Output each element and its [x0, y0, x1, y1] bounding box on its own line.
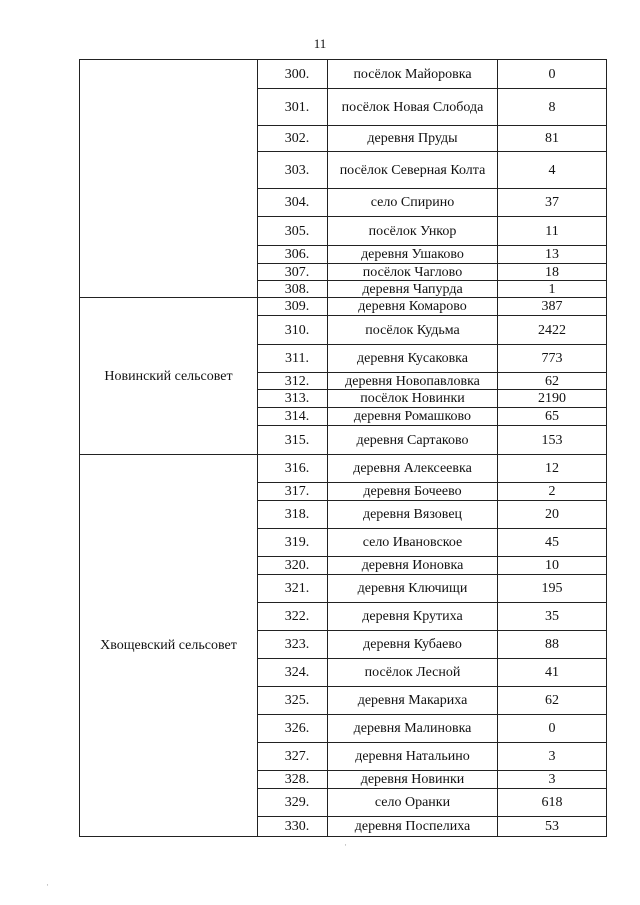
scan-speck: ·: [344, 840, 347, 850]
settlement-name: деревня Поспелиха: [328, 817, 498, 837]
row-number: 325.: [258, 687, 328, 715]
row-number: 312.: [258, 373, 328, 390]
row-number: 319.: [258, 529, 328, 557]
population: 81: [498, 126, 607, 152]
population: 45: [498, 529, 607, 557]
settlement-name: посёлок Чаглово: [328, 264, 498, 281]
population: 13: [498, 246, 607, 264]
settlement-name: деревня Чапурда: [328, 281, 498, 298]
row-number: 305.: [258, 217, 328, 246]
row-number: 322.: [258, 603, 328, 631]
row-number: 311.: [258, 345, 328, 373]
row-number: 315.: [258, 426, 328, 455]
scan-speck: ·: [46, 880, 49, 890]
row-number: 302.: [258, 126, 328, 152]
table-row: [80, 298, 607, 316]
population: 3: [498, 743, 607, 771]
row-number: 307.: [258, 264, 328, 281]
settlement-name: деревня Новопавловка: [328, 373, 498, 390]
population: 4: [498, 152, 607, 189]
population: 37: [498, 189, 607, 217]
population: 53: [498, 817, 607, 837]
row-number: 317.: [258, 483, 328, 501]
settlement-name: деревня Вязовец: [328, 501, 498, 529]
settlement-name: деревня Пруды: [328, 126, 498, 152]
table-row: [80, 455, 607, 483]
population: 2190: [498, 390, 607, 408]
settlement-name: деревня Новинки: [328, 771, 498, 789]
population: 773: [498, 345, 607, 373]
row-number: 328.: [258, 771, 328, 789]
row-number: 308.: [258, 281, 328, 298]
population: 62: [498, 373, 607, 390]
population: 20: [498, 501, 607, 529]
population: 3: [498, 771, 607, 789]
settlement-name: посёлок Ункор: [328, 217, 498, 246]
district-name: Новинский сельсовет: [80, 298, 258, 455]
population: 11: [498, 217, 607, 246]
row-number: 323.: [258, 631, 328, 659]
row-number: 327.: [258, 743, 328, 771]
settlement-name: деревня Бочеево: [328, 483, 498, 501]
row-number: 306.: [258, 246, 328, 264]
row-number: 324.: [258, 659, 328, 687]
settlement-name: посёлок Северная Колта: [328, 152, 498, 189]
population: 8: [498, 89, 607, 126]
page-number: 11: [313, 36, 327, 51]
row-number: 300.: [258, 60, 328, 89]
row-number: 301.: [258, 89, 328, 126]
settlement-name: деревня Алексеевка: [328, 455, 498, 483]
population: 2: [498, 483, 607, 501]
population: 153: [498, 426, 607, 455]
row-number: 303.: [258, 152, 328, 189]
population: 10: [498, 557, 607, 575]
population: 1: [498, 281, 607, 298]
population: 0: [498, 715, 607, 743]
settlement-name: деревня Ионовка: [328, 557, 498, 575]
table-row: [80, 60, 607, 89]
row-number: 309.: [258, 298, 328, 316]
population: 387: [498, 298, 607, 316]
settlement-name: деревня Ушаково: [328, 246, 498, 264]
row-number: 329.: [258, 789, 328, 817]
population: 41: [498, 659, 607, 687]
settlement-name: деревня Малиновка: [328, 715, 498, 743]
population: 195: [498, 575, 607, 603]
district-name: [80, 60, 258, 298]
population: 2422: [498, 316, 607, 345]
settlements-table-body: [80, 60, 607, 837]
row-number: 316.: [258, 455, 328, 483]
population: 62: [498, 687, 607, 715]
population: 0: [498, 60, 607, 89]
population: 35: [498, 603, 607, 631]
settlement-name: деревня Кубаево: [328, 631, 498, 659]
row-number: 326.: [258, 715, 328, 743]
population: 12: [498, 455, 607, 483]
settlements-table: [79, 59, 607, 837]
settlement-name: село Оранки: [328, 789, 498, 817]
settlement-name: посёлок Кудьма: [328, 316, 498, 345]
settlement-name: деревня Ромашково: [328, 408, 498, 426]
row-number: 304.: [258, 189, 328, 217]
settlement-name: деревня Сартаково: [328, 426, 498, 455]
row-number: 313.: [258, 390, 328, 408]
settlement-name: деревня Ключищи: [328, 575, 498, 603]
row-number: 321.: [258, 575, 328, 603]
population: 65: [498, 408, 607, 426]
settlement-name: посёлок Майоровка: [328, 60, 498, 89]
settlement-name: деревня Кусаковка: [328, 345, 498, 373]
row-number: 310.: [258, 316, 328, 345]
settlement-name: деревня Крутиха: [328, 603, 498, 631]
settlement-name: деревня Макариха: [328, 687, 498, 715]
settlement-name: посёлок Новая Слобода: [328, 89, 498, 126]
row-number: 320.: [258, 557, 328, 575]
settlement-name: деревня Комарово: [328, 298, 498, 316]
district-name: Хвощевский сельсовет: [80, 455, 258, 837]
settlement-name: село Ивановское: [328, 529, 498, 557]
settlement-name: посёлок Лесной: [328, 659, 498, 687]
settlement-name: село Спирино: [328, 189, 498, 217]
settlement-name: посёлок Новинки: [328, 390, 498, 408]
settlement-name: деревня Натальино: [328, 743, 498, 771]
row-number: 330.: [258, 817, 328, 837]
row-number: 318.: [258, 501, 328, 529]
population: 618: [498, 789, 607, 817]
population: 18: [498, 264, 607, 281]
row-number: 314.: [258, 408, 328, 426]
population: 88: [498, 631, 607, 659]
